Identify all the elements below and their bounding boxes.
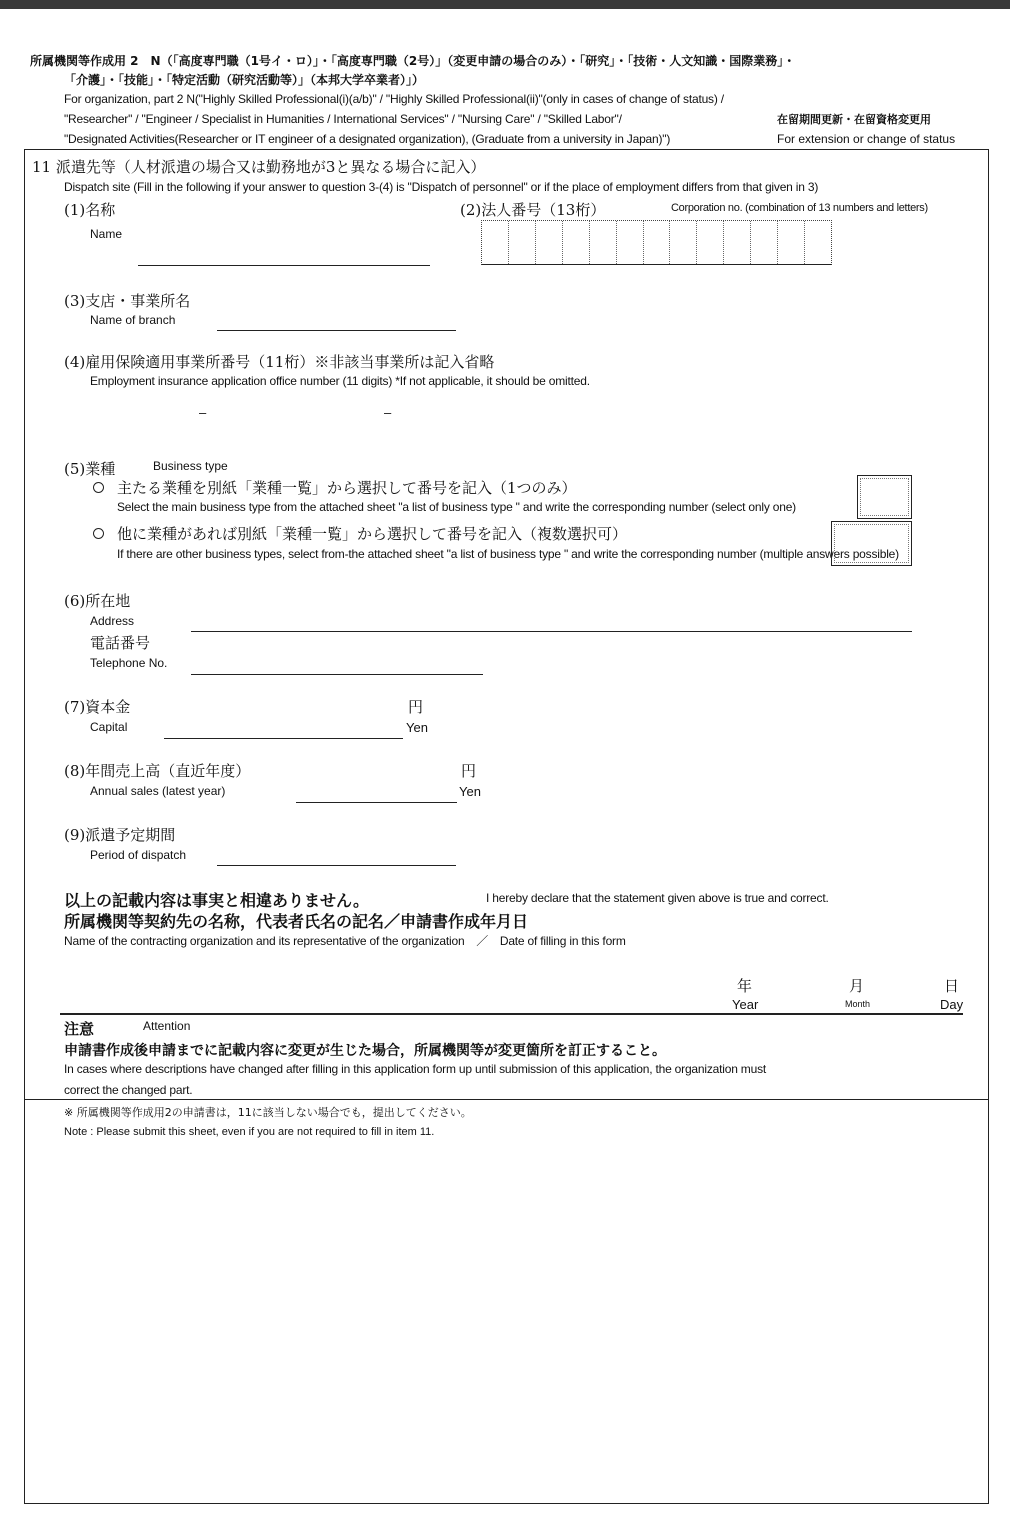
month-label-en: Month (845, 999, 871, 1009)
branch-label-jp: (3)支店・事業所名 (64, 292, 191, 310)
telephone-input-line[interactable] (191, 674, 483, 675)
note-jp: ※ 所属機関等作成用2の申請書は，11に該当しない場合でも，提出してください。 (64, 1106, 472, 1119)
header-title-en-line1: For organization, part 2 N("Highly Skilled Professional(i)(a/b)" / "Highly Skilled Professional(ii)"(only in cases of change of status) / (64, 92, 724, 106)
viewer-top-bar (0, 0, 1010, 9)
main-business-label-en: Select the main business type from the attached sheet "a list of business type " and write the corresponding number (select only one) (117, 500, 796, 514)
sales-label-en: Annual sales (latest year) (90, 784, 226, 798)
year-label-en: Year (732, 997, 759, 1012)
attention-body-jp: 申請書作成後申請までに記載内容に変更が生じた場合，所属機関等が変更箇所を訂正すること。 (64, 1043, 666, 1059)
capital-label-jp: (7)資本金 (64, 698, 131, 716)
section-11-title-jp: 11 派遣先等（人材派遣の場合又は勤務地が3と異なる場合に記入） (32, 158, 486, 176)
attention-title-jp: 注意 (64, 1020, 95, 1038)
name-label-en: Name (90, 227, 123, 241)
corp-no-label-jp: (2)法人番号（13桁） (460, 201, 606, 219)
attention-divider (24, 1099, 989, 1100)
emp-no-dash-2: – (384, 405, 392, 420)
address-input-line[interactable] (191, 631, 912, 632)
signature-label-jp: 所属機関等契約先の名称，代表者氏名の記名／申請書作成年月日 (64, 912, 529, 931)
name-input-line[interactable] (138, 265, 430, 266)
signature-line[interactable] (60, 1013, 963, 1015)
main-business-number-box[interactable] (857, 475, 912, 519)
declaration-jp: 以上の記載内容は事実と相違ありません。 (64, 891, 369, 910)
address-label-jp: (6)所在地 (64, 592, 131, 610)
other-business-radio[interactable] (93, 528, 104, 539)
capital-yen-en: Yen (406, 720, 428, 735)
period-input-line[interactable] (217, 865, 456, 866)
header-title-en-line3: "Designated Activities(Researcher or IT engineer of a designated organization), (Graduate from a university in Japan)") (64, 132, 671, 146)
signature-label-en: Name of the contracting organization and its representative of the organization ／ Date of filling in this form (64, 934, 626, 948)
day-label-en: Day (940, 997, 964, 1012)
sales-input-line[interactable] (296, 802, 457, 803)
sales-label-jp: (8)年間売上高（直近年度） (64, 762, 251, 780)
corp-no-digit-boxes[interactable] (481, 220, 832, 265)
telephone-label-en: Telephone No. (90, 656, 168, 670)
main-business-radio[interactable] (93, 482, 104, 493)
attention-body-en-1: In cases where descriptions have changed after filling in this application form up until submission of this application, the organization must (64, 1062, 767, 1076)
main-business-label-jp: 主たる業種を別紙「業種一覧」から選択して番号を記入（1つのみ） (117, 479, 577, 497)
address-label-en: Address (90, 614, 135, 628)
name-label-jp: (1)名称 (64, 201, 116, 219)
period-label-jp: (9)派遣予定期間 (64, 826, 176, 844)
declaration-en: I hereby declare that the statement given above is true and correct. (486, 891, 829, 905)
emp-no-dash-1: – (199, 405, 207, 420)
other-business-number-box[interactable] (831, 521, 912, 566)
header-purpose-en: For extension or change of status (777, 132, 956, 146)
emp-insurance-label-en: Employment insurance application office number (11 digits) *If not applicable, it should be omitted. (90, 374, 590, 388)
period-label-en: Period of dispatch (90, 848, 187, 862)
capital-input-line[interactable] (164, 738, 403, 739)
corp-no-label-en: Corporation no. (combination of 13 numbers and letters) (671, 202, 928, 214)
branch-input-line[interactable] (217, 330, 456, 331)
emp-insurance-label-jp: (4)雇用保険適用事業所番号（11桁）※非該当事業所は記入省略 (64, 353, 495, 371)
day-label-jp: 日 (944, 977, 960, 995)
other-business-label-jp: 他に業種があれば別紙「業種一覧」から選択して番号を記入（複数選択可） (117, 525, 628, 543)
month-label-jp: 月 (849, 977, 865, 995)
attention-body-en-2: correct the changed part. (64, 1083, 193, 1097)
branch-label-en: Name of branch (90, 313, 176, 327)
telephone-label-jp: 電話番号 (90, 634, 151, 652)
business-type-label-jp: (5)業種 (64, 460, 116, 478)
note-en: Note : Please submit this sheet, even if you are not required to fill in item 11. (64, 1126, 435, 1138)
attention-title-en: Attention (143, 1019, 191, 1033)
business-type-label-en: Business type (153, 459, 228, 473)
capital-yen-jp: 円 (408, 698, 424, 716)
capital-label-en: Capital (90, 720, 128, 734)
section-11-title-en: Dispatch site (Fill in the following if your answer to question 3-(4) is "Dispatch of personnel" or if the place of employment differs from that given in 3) (64, 180, 819, 194)
other-business-label-en: If there are other business types, select from-the attached sheet "a list of business type " and write the corresponding number (multiple answers possible) (117, 547, 899, 561)
sales-yen-en: Yen (459, 784, 481, 799)
sales-yen-jp: 円 (461, 762, 477, 780)
year-label-jp: 年 (737, 977, 753, 995)
header-title-jp-line1: 所属機関等作成用 2 N（「高度専門職（1号イ・ロ）」・「高度専門職（2号）」（変更申請の場合のみ）・「研究」・「技術・人文知識・国際業務」・ (30, 54, 796, 68)
header-purpose-jp: 在留期間更新・在留資格変更用 (777, 113, 931, 126)
header-title-jp-line2: 「介護」・「技能」・「特定活動（研究活動等）」（本邦大学卒業者）」） (64, 73, 425, 87)
header-title-en-line2: "Researcher" / "Engineer / Specialist in Humanities / International Services" / "Nursing Care" / "Skilled Labor"/ (64, 112, 622, 126)
